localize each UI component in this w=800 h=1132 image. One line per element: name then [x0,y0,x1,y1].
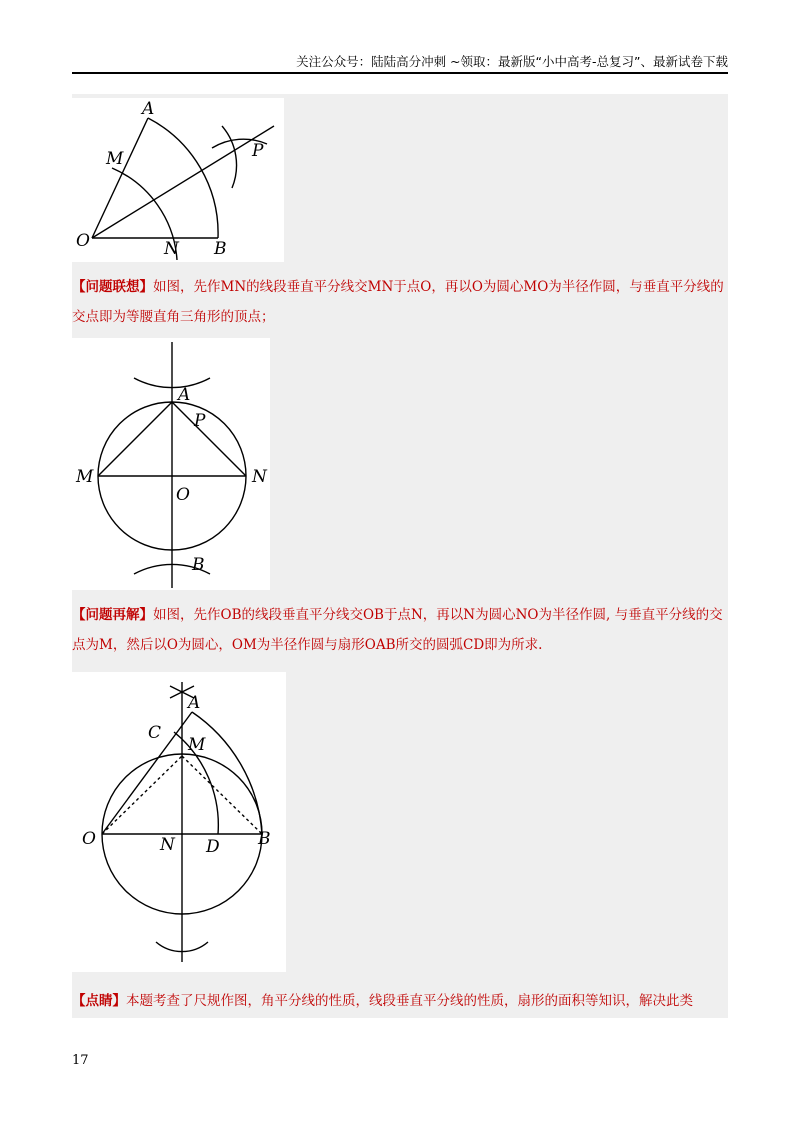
figure-arc-construction-diagram [72,672,286,972]
label-M: M [106,149,124,169]
header-rule [72,72,728,74]
paragraph-resolution-text: 如图，先作OB的线段垂直平分线交OB于点N，再以N为圆心NO为半径作圆, 与垂直平分线的交点为M，然后以O为圆心，OM为半径作圆与扇形OAB所交的圆弧CD即为所求. [72,607,723,653]
paragraph-association [72,272,728,332]
label-N: N [164,239,179,259]
paragraph-resolution-tag: 【问题再解】 [72,607,153,623]
line-AN [172,402,246,476]
label-A: A [142,99,155,119]
dashed-MB [182,756,262,834]
label-P: P [194,411,206,431]
figure-sector-bisector [72,98,284,262]
label-M: M [76,467,94,487]
label-B: B [192,555,205,575]
paragraph-association-tag: 【问题联想】 [72,279,153,295]
label-A: A [178,385,191,405]
line-OA [102,712,192,834]
line-MA [98,402,172,476]
figure-sector-bisector-diagram [72,98,284,262]
paragraph-association-text: 如图，先作MN的线段垂直平分线交MN于点O，再以O为圆心MO为半径作圆，与垂直平分线的交点即为等腰直角三角形的顶点； [72,279,724,325]
label-O: O [76,231,90,251]
dashed-OM [102,756,182,834]
label-B: B [258,829,271,849]
page-number: 17 [72,1053,89,1068]
bisector-OP [92,126,274,238]
paragraph-key-point-text: 本题考查了尺规作图，角平分线的性质，线段垂直平分线的性质，扇形的面积等知识，解决此类 [126,993,693,1009]
figure-circle-triangle [72,338,270,590]
page-header: 关注公众号：陆陆高分冲刺 ~领取：最新版“小中高考-总复习”、最新试卷下载 [296,54,728,69]
label-D: D [206,837,220,857]
label-N: N [252,467,267,487]
figure-arc-construction [72,672,286,972]
label-O: O [82,829,96,849]
label-C: C [148,723,162,743]
arc-AB [148,118,218,238]
label-P: P [252,141,264,161]
label-O: O [176,485,190,505]
label-N: N [160,835,175,855]
label-B: B [214,239,227,259]
label-A: A [188,693,201,713]
label-M: M [188,735,206,755]
figure-circle-triangle-diagram [72,338,270,590]
paragraph-key-point [72,986,728,1016]
paragraph-key-point-tag: 【点睛】 [72,993,126,1009]
paragraph-resolution [72,600,728,660]
arc-AB [192,712,262,834]
